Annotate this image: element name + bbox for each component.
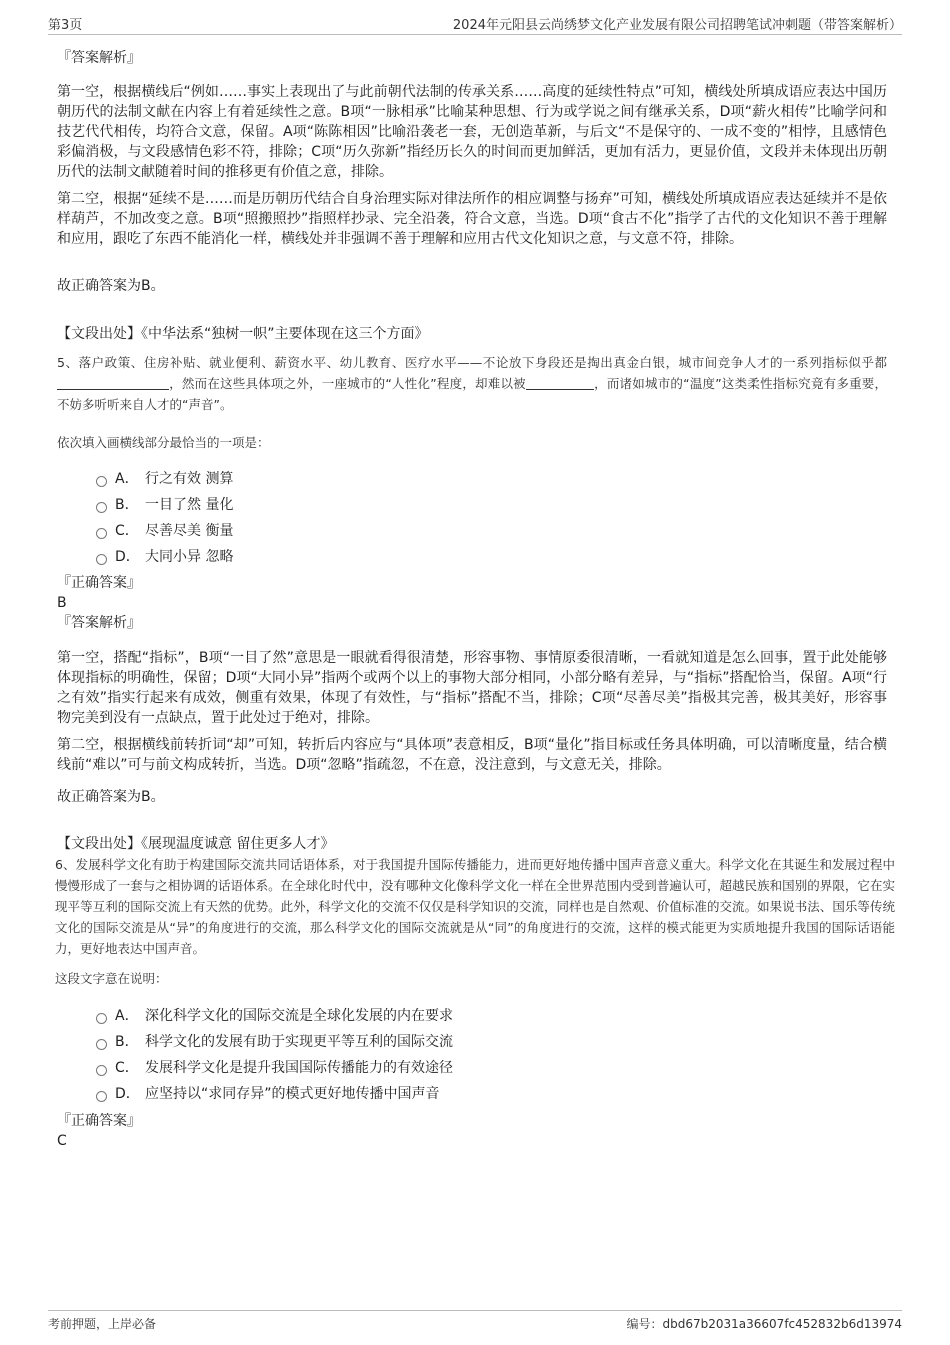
q4-analysis-para2-block (57, 189, 887, 249)
option-letter: A． (115, 471, 139, 487)
radio-icon[interactable] (96, 476, 107, 487)
q4-source-block (57, 310, 887, 358)
q5-option-a[interactable] (96, 467, 233, 489)
radio-icon[interactable] (96, 528, 107, 539)
q5-stem (57, 352, 887, 415)
q4-conclusion-block (57, 276, 887, 296)
q5-source: 【文段出处】《展现温度诚意 留住更多人才》 (57, 836, 335, 852)
option-letter: C． (115, 523, 139, 539)
q4-source: 【文段出处】《中华法系“独树一帜”主要体现在这三个方面》 (57, 326, 429, 342)
q6-answer (57, 1112, 887, 1150)
fill-blank-2 (526, 377, 594, 390)
option-letter: B． (115, 1034, 139, 1050)
answer-value: B (57, 595, 67, 611)
q6-prompt-block (55, 968, 885, 989)
q4-analysis-para1: 第一空，根据横线后“例如……事实上表现出了与此前朝代法制的传承关系……高度的延续性特点”可知，横线处所填成语应表达中国历朝历代的法制文献在内容上有着延续性之意。B项“一脉相承”比喻某种思想、行为或学说之间有继承关系，D项“薪火相传”比喻学问和技艺代代相传，均符合文意，保留。A项“陈陈相因”比喻沿袭老一套，无创造革新，与后文“不是保守的、一成不变的”相悖，且感情色彩偏消极，与文段感情色彩不符，排除；C项“历久弥新”指经历长久的时间而更加鲜活，更加有活力，更显价值，文段并未体现出历朝历代的法制文献随着时间的推移更有价值之意，排除。 (57, 84, 887, 180)
q6-option-a[interactable] (96, 1004, 453, 1026)
option-text: 深化科学文化的国际交流是全球化发展的内在要求 (145, 1008, 453, 1024)
q5-stem-part1: 5、落户政策、住房补贴、就业便利、薪资水平、幼儿教育、医疗水平——不论放下身段还是掏出真金白银，城市间竞争人才的一系列指标似乎都 (57, 355, 887, 370)
option-text: 科学文化的发展有助于实现更平等互利的国际交流 (145, 1034, 453, 1050)
option-text: 大同小异 忽略 (145, 549, 234, 565)
radio-icon[interactable] (96, 554, 107, 565)
q6-stem-text: 6、发展科学文化有助于构建国际交流共同话语体系，对于我国提升国际传播能力，进而更好地传播中国声音意义重大。科学文化在其诞生和发展过程中慢慢形成了一套与之相协调的话语体系。在全球化时代中，没有哪种文化像科学文化一样在全世界范围内受到普遍认可，超越民族和国别的界限，它在实现平等互利的国际交流上有天然的优势。此外，科学文化的交流不仅仅是科学知识的交流，同样也是自然观、价值标准的交流。如果说书法、国乐等传统文化的国际交流是从“异”的角度进行的交流，那么科学文化的国际交流就是从“同”的角度进行的交流，这样的模式能更为实质地提升我国的国际话语能力，更好地表达中国声音。 (55, 857, 895, 956)
q6-option-b[interactable] (96, 1030, 453, 1052)
option-text: 一目了然 量化 (145, 497, 234, 513)
option-letter: D． (115, 1086, 140, 1102)
q5-option-c[interactable] (96, 519, 233, 541)
answer-label: 『正确答案』 (57, 575, 141, 591)
q4-analysis (57, 48, 887, 68)
q5-analysis-para1: 第一空，搭配“指标”，B项“一目了然”意思是一眼就看得很清楚，形容事物、事情原委很清晰，一看就知道是怎么回事，置于此处能够体现指标的明确性，保留；D项“大同小异”指两个或两个以上的事物大部分相同，小部分略有差异，与“指标”搭配恰当，保留。A项“行之有效”指实行起来有成效，侧重有效果，体现了有效性，与“指标”搭配不当，排除；C项“尽善尽美”指极其完善，极其美好，形容事物完美到没有一点缺点，置于此处过于绝对，排除。 (57, 650, 887, 726)
radio-icon[interactable] (96, 1091, 107, 1102)
page-number: 第3页 (48, 18, 83, 33)
answer-value: C (57, 1133, 67, 1149)
q5-option-d[interactable] (96, 545, 233, 567)
page-header (48, 14, 902, 34)
option-letter: D． (115, 549, 140, 565)
q5-analysis-para2-block (57, 735, 887, 775)
footer-code: 编号：dbd67b2031a36607fc452832b6d13974 (626, 1317, 902, 1331)
q5-stem-text (57, 352, 887, 415)
q5-answer (57, 574, 887, 632)
q6-option-d[interactable] (96, 1082, 440, 1104)
radio-icon[interactable] (96, 1039, 107, 1050)
footer-slogan: 考前押题，上岸必备 (48, 1317, 157, 1331)
option-text: 尽善尽美 衡量 (145, 523, 234, 539)
option-letter: B． (115, 497, 139, 513)
radio-icon[interactable] (96, 502, 107, 513)
option-text: 应坚持以“求同存异”的模式更好地传播中国声音 (145, 1086, 440, 1102)
option-letter: C． (115, 1060, 139, 1076)
header-divider (48, 34, 902, 35)
q5-stem-part2: ，然而在这些具体项之外，一座城市的“人性化”程度，却难以被 (169, 376, 526, 391)
radio-icon[interactable] (96, 1065, 107, 1076)
q5-conclusion: 故正确答案为B。 (57, 789, 165, 805)
document-title: 2024年元阳县云尚绣梦文化产业发展有限公司招聘笔试冲刺题（带答案解析） (452, 18, 902, 33)
q5-conclusion-block (57, 787, 887, 807)
q6-option-c[interactable] (96, 1056, 453, 1078)
q5-prompt: 依次填入画横线部分最恰当的一项是： (57, 435, 270, 450)
q6-stem (55, 854, 895, 959)
q4-conclusion: 故正确答案为B。 (57, 278, 165, 294)
option-text: 行之有效 测算 (145, 471, 234, 487)
q5-analysis-para2: 第二空，根据横线前转折词“却”可知，转折后内容应与“具体项”表意相反，B项“量化”指目标或任务具体明确，可以清晰度量，结合横线前“难以”可与前文构成转折，当选。D项“忽略”指疏忽，不在意，没注意到，与文意无关，排除。 (57, 737, 887, 773)
q5-option-b[interactable] (96, 493, 233, 515)
q4-analysis-para1-block (57, 82, 887, 182)
q6-prompt: 这段文字意在说明： (55, 971, 168, 986)
q5-stem-part3: ，而诸如城市的“温度”这类柔性指标究竟有多重要，不妨多听听来自人才的“声音”。 (57, 376, 888, 412)
answer-label: 『正确答案』 (57, 1113, 141, 1129)
option-text: 发展科学文化是提升我国国际传播能力的有效途径 (145, 1060, 453, 1076)
option-letter: A． (115, 1008, 139, 1024)
q4-analysis-para2: 第二空，根据“延续不是……而是历朝历代结合自身治理实际对律法所作的相应调整与扬弃”可知，横线处所填成语应表达延续并不是依样葫芦，不加改变之意。B项“照搬照抄”指照样抄录、完全沿袭，符合文意，当选。D项“食古不化”指学了古代的文化知识不善于理解和应用，跟吃了东西不能消化一样，横线处并非强调不善于理解和应用古代文化知识之意，与文意不符，排除。 (57, 191, 887, 247)
q5-analysis-para1-block (57, 648, 887, 728)
q5-prompt-block (57, 432, 887, 453)
footer-divider (48, 1310, 902, 1311)
radio-icon[interactable] (96, 1013, 107, 1024)
analysis-label: 『答案解析』 (57, 615, 141, 631)
analysis-label: 『答案解析』 (57, 50, 141, 66)
fill-blank-1 (57, 377, 169, 390)
